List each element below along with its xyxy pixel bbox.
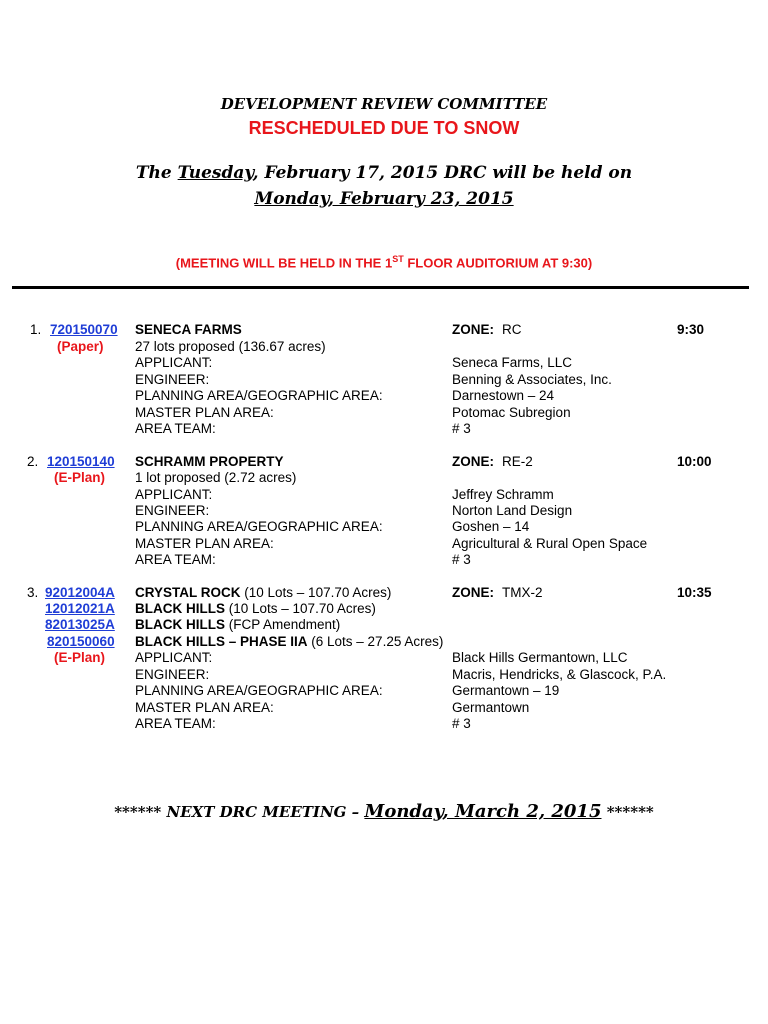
plan-detail: (10 Lots – 107.70 Acres) [240,585,392,600]
item-number: 2. [27,454,39,469]
project-title: SCHRAMM PROPERTY [135,454,284,469]
plan-name: BLACK HILLS [135,601,225,616]
zone-label: ZONE: [452,585,494,600]
note-sup: ST [392,254,404,264]
master-plan-label: MASTER PLAN AREA: [135,536,274,551]
plan-name: BLACK HILLS – PHASE IIA [135,634,308,649]
note-before: (MEETING WILL BE HELD IN THE 1 [175,255,393,271]
committee-title: DEVELOPMENT REVIEW COMMITTEE [220,95,548,113]
plan-link[interactable]: 720150070 [50,322,118,337]
plan-entry [135,634,443,650]
line1-rest: , February 17, 2015 DRC will be held on [252,163,633,183]
engineer-label: ENGINEER: [135,503,210,518]
area-team-label: AREA TEAM: [135,552,216,567]
planning-area-value: Goshen – 14 [452,519,530,534]
plan-entry [135,585,391,601]
area-team-label: AREA TEAM: [135,716,216,731]
next-meeting-date: Monday, March 2, 2015 [364,801,602,822]
planning-area-label: PLANNING AREA/GEOGRAPHIC AREA: [135,683,383,698]
divider [12,286,749,289]
submission-format: (E-Plan) [54,650,106,665]
plan-name: BLACK HILLS [135,617,225,632]
master-plan-value: Agricultural & Rural Open Space [452,536,648,551]
master-plan-value: Germantown [452,700,530,715]
project-title: SENECA FARMS [135,322,242,337]
engineer-value: Benning & Associates, Inc. [452,372,612,387]
plan-link[interactable]: 120150140 [47,454,115,469]
applicant-label: APPLICANT: [135,650,213,665]
item-number: 3. [27,585,39,600]
zone-value: TMX-2 [502,585,543,600]
planning-area-value: Germantown – 19 [452,683,560,698]
engineer-value: Macris, Hendricks, & Glascock, P.A. [452,667,667,682]
applicant-value: Seneca Farms, LLC [452,355,573,370]
plan-link[interactable]: 92012004A [45,585,115,600]
plan-name: CRYSTAL ROCK [135,585,241,600]
area-team-value: # 3 [452,552,471,567]
reschedule-line-1 [0,163,768,183]
new-meeting-date: Monday, February 23, 2015 [254,189,514,209]
project-subtitle: 1 lot proposed (2.72 acres) [135,470,297,485]
planning-area-label: PLANNING AREA/GEOGRAPHIC AREA: [135,519,383,534]
zone-label: ZONE: [452,322,494,337]
planning-area-label: PLANNING AREA/GEOGRAPHIC AREA: [135,388,383,403]
master-plan-label: MASTER PLAN AREA: [135,405,274,420]
plan-detail: (10 Lots – 107.70 Acres) [225,601,376,616]
project-subtitle: 27 lots proposed (136.67 acres) [135,339,326,354]
applicant-value: Jeffrey Schramm [452,487,554,502]
meeting-time: 10:35 [677,585,712,600]
master-plan-label: MASTER PLAN AREA: [135,700,274,715]
meeting-time: 9:30 [677,322,705,337]
applicant-label: APPLICANT: [135,355,213,370]
plan-link[interactable]: 82013025A [45,617,115,632]
engineer-value: Norton Land Design [452,503,573,518]
submission-format: (Paper) [57,339,104,354]
submission-format: (E-Plan) [54,470,106,485]
engineer-label: ENGINEER: [135,667,210,682]
reschedule-notice: RESCHEDULED DUE TO SNOW [248,118,520,138]
footer-before: ****** NEXT DRC MEETING – [114,803,365,821]
reschedule-line-2 [0,189,768,209]
note-after: FLOOR AUDITORIUM AT 9:30) [403,255,593,271]
applicant-label: APPLICANT: [135,487,213,502]
footer-after: ****** [601,803,654,821]
plan-entry [135,601,376,617]
line1-prefix: The [135,163,178,183]
plan-entry [135,617,340,633]
engineer-label: ENGINEER: [135,372,210,387]
area-team-label: AREA TEAM: [135,421,216,436]
meeting-time: 10:00 [677,454,712,469]
plan-detail: (FCP Amendment) [225,617,341,632]
master-plan-value: Potomac Subregion [452,405,571,420]
plan-link[interactable]: 12012021A [45,601,115,616]
item-number: 1. [30,322,42,337]
next-meeting-line [0,801,768,822]
zone-value: RE-2 [502,454,533,469]
zone-value: RC [502,322,522,337]
zone-label: ZONE: [452,454,494,469]
applicant-value: Black Hills Germantown, LLC [452,650,628,665]
area-team-value: # 3 [452,716,471,731]
plan-detail: (6 Lots – 27.25 Acres) [307,634,444,649]
area-team-value: # 3 [452,421,471,436]
plan-link[interactable]: 820150060 [47,634,115,649]
line1-day: Tuesday [177,163,253,183]
planning-area-value: Darnestown – 24 [452,388,555,403]
meeting-location-note [0,254,768,270]
